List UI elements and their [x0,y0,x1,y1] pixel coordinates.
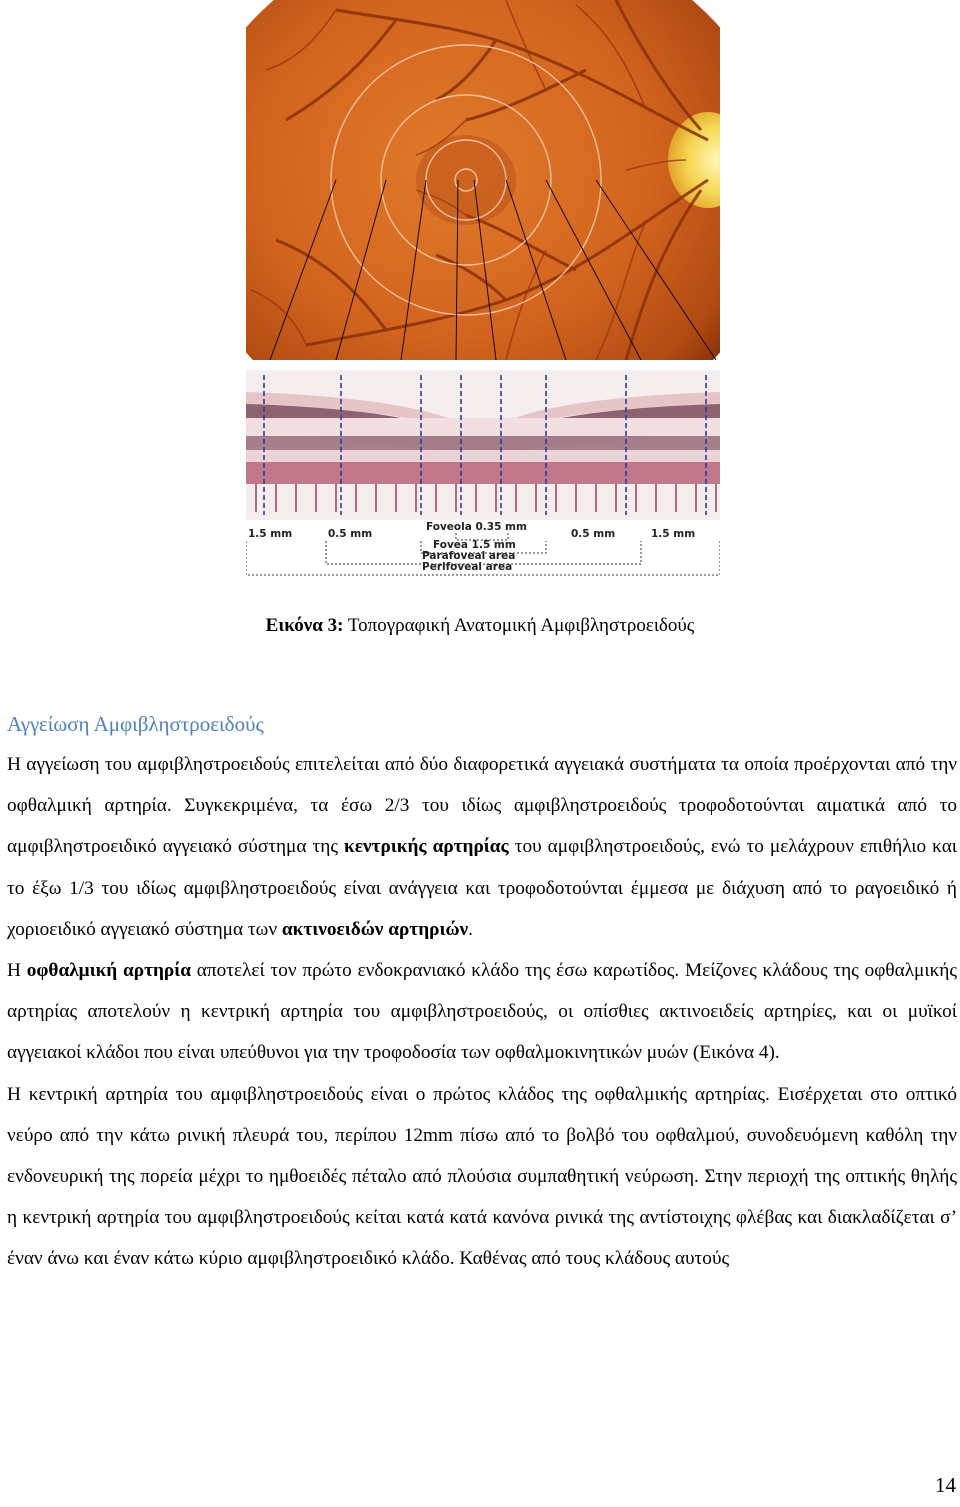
p2-bold-1: οφθαλμική αρτηρία [26,960,191,982]
label-right-inner: 0.5 mm [571,528,616,540]
p1-text-2: του αμφιβληστροειδούς, ενώ το μελάχρουν επιθήλιο και το έξω 1/3 του ιδίως αμφιβληστροειδούς είναι ανάγγεια και τροφοδοτούνται έμμεσα με διάχυση από το ραγοειδικό ή χοριοειδικό αγγειακό σύστημα των [7,836,957,940]
label-perifoveal: Perifoveal area [422,561,513,573]
retina-topography-illustration [246,0,720,585]
p1-bold-1: κεντρικής αρτηρίας [344,836,509,858]
label-parafoveal: Parafoveal area [422,550,516,562]
p3-text-1: Η κεντρική αρτηρία του αμφιβληστροειδούς είναι ο πρώτος κλάδος της οφθαλμικής αρτηρίας. Εισέρχεται στο οπτικό νεύρο από την κάτω ρινική πλευρά του, περίπου 12mm πίσω από το βολβό του οφθαλμού, συνοδευόμενη καθόλη την ενδονευρική της πορεία μέχρι το ημθοειδές πέταλο από πλούσια συμπαθητική νεύρωση. Στην περιοχή της οπτικής θηλής η κεντρική αρτηρία του αμφιβληστροειδούς κείται κατά κατά κανόνα ρινικά της αντίστοιχης φλέβας και διακλαδίζεται σ’ έναν άνω και έναν κάτω κύριο αμφιβληστροειδικό κλάδο. Καθένας από τους κλάδους αυτούς [7,1083,957,1270]
paragraph-1 [7,744,957,950]
paragraph-3 [7,1074,957,1280]
label-right-outer: 1.5 mm [651,528,696,540]
body-text [7,744,957,1280]
p1-text-1: Η αγγείωση του αμφιβληστροειδούς επιτελείται από δύο διαφορετικά αγγειακά συστήματα τα οποία προέρχονται από την οφθαλμική αρτηρία. Συγκεκριμένα, τα έσω 2/3 του ιδίως αμφιβληστροειδούς τροφοδοτούνται αιματικά από το αμφιβληστροειδικό αγγειακό σύστημα της [7,754,957,858]
p1-bold-2: ακτινοειδών αρτηριών [281,918,469,940]
page-number: 14 [935,1473,956,1497]
label-left-outer: 1.5 mm [248,528,293,540]
label-fovea: Fovea 1.5 mm [433,539,516,551]
caption-label: Εικόνα 3: [265,615,344,636]
label-left-inner: 0.5 mm [328,528,373,540]
label-foveola: Foveola 0.35 mm [426,521,527,533]
retina-figure [246,0,720,585]
paragraph-2 [7,950,957,1074]
p2-text-2: αποτελεί τον πρώτο ενδοκρανιακό κλάδο της έσω καρωτίδος. Μείζονες κλάδους της οφθαλμικής αρτηρίας αποτελούν η κεντρική αρτηρία του αμφιβληστροειδούς, οι οπίσθιες ακτινοειδείς αρτηρίες, και οι μυϊκοί αγγειακοί κλάδοι που είναι υπεύθυνοι για την τροφοδοσία των οφθαλμοκινητικών μυών (Εικόνα 4). [7,960,958,1064]
caption-text: Τοπογραφική Ανατομική Αμφιβληστροειδούς [343,615,695,636]
retina-cross-section [246,370,720,520]
p1-text-3: . [468,918,473,940]
section-heading: Αγγείωση Αμφιβληστροειδούς [7,712,264,736]
figure-caption [0,612,960,640]
p2-text-1: Η [7,960,27,982]
